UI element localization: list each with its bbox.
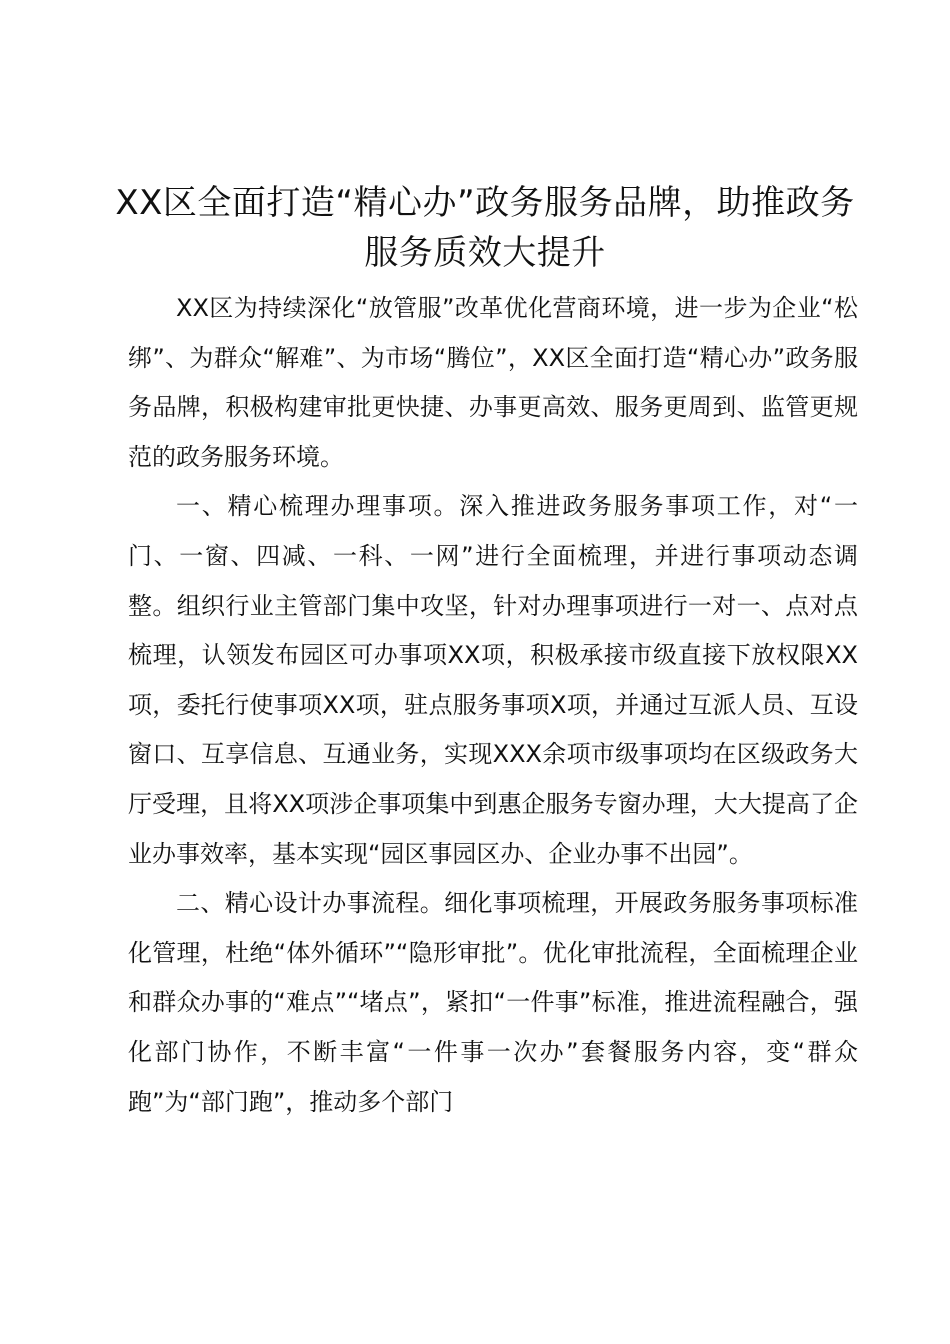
document-title: XX区全面打造“精心办”政务服务品牌，助推政务服务质效大提升 [115, 183, 855, 273]
paragraph-intro: XX区为持续深化“放管服”改革优化营商环境，进一步为企业“松绑”、为群众“解难”、为市场“腾位”，XX区全面打造“精心办”政务服务品牌，积极构建审批更快捷、办事更高效、服务更周到、监管更规范的政务服务环境。 [128, 294, 858, 471]
document-body [128, 284, 858, 1127]
paragraph-section-1: 一、精心梳理办理事项。深入推进政务服务事项工作，对“一门、一窗、四减、一科、一网”进行全面梳理，并进行事项动态调整。组织行业主管部门集中攻坚，针对办理事项进行一对一、点对点梳理，认领发布园区可办事项XX项，积极承接市级直接下放权限XX项，委托行使事项XX项，驻点服务事项X项，并通过互派人员、互设窗口、互享信息、互通业务，实现XXX余项市级事项均在区级政务大厅受理，且将XX项涉企事项集中到惠企服务专窗办理，大大提高了企业办事效率，基本实现“园区事园区办、企业办事不出园”。 [128, 492, 858, 868]
paragraph-section-2: 二、精心设计办事流程。细化事项梳理，开展政务服务事项标准化管理，杜绝“体外循环”“隐形审批”。优化审批流程，全面梳理企业和群众办事的“难点”“堵点”，紧扣“一件事”标准，推进流程融合，强化部门协作，不断丰富“一件事一次办”套餐服务内容，变“群众跑”为“部门跑”，推动多个部门 [128, 889, 858, 1116]
